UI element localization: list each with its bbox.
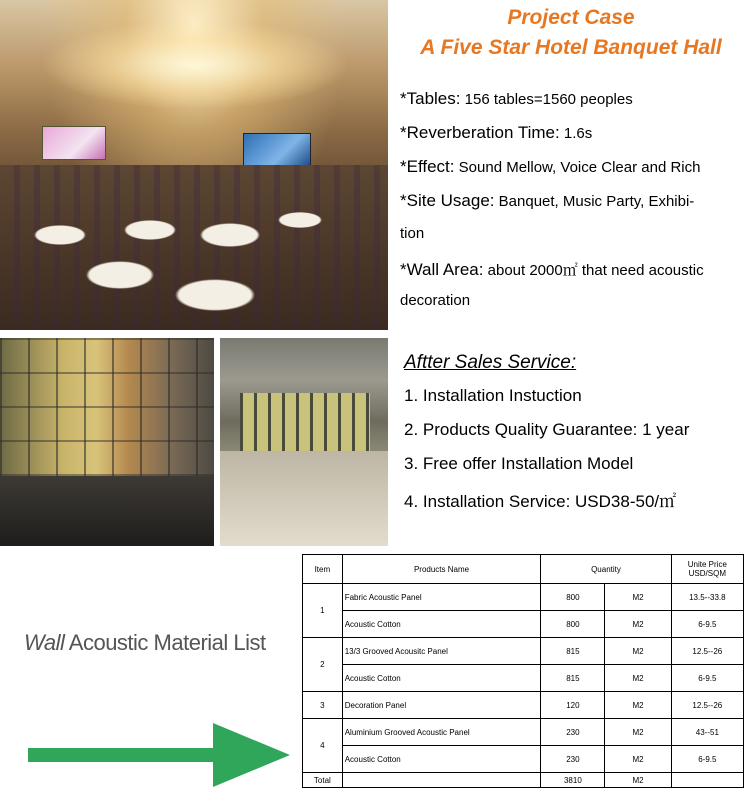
quantity-value: 230 xyxy=(541,746,605,773)
arrow-right-icon xyxy=(28,715,298,795)
detail-wall-area-cont: decoration xyxy=(400,292,471,309)
quantity-value: 230 xyxy=(541,719,605,746)
product-name: Acoustic Cotton xyxy=(342,665,541,692)
unit-price: 12.5--26 xyxy=(671,692,743,719)
detail-effect: *Effect: Sound Mellow, Voice Clear and Rich xyxy=(400,157,701,176)
unit-price: 13.5--33.8 xyxy=(671,584,743,611)
table-row xyxy=(303,719,744,746)
quantity-unit: M2 xyxy=(605,692,671,719)
table-row xyxy=(303,692,744,719)
after-sales-heading: Aftter Sales Service: xyxy=(404,352,577,373)
quantity-unit: M2 xyxy=(605,746,671,773)
project-name-heading: A Five Star Hotel Banquet Hall xyxy=(420,36,722,59)
detail-tables: *Tables: 156 tables=1560 peoples xyxy=(400,89,633,108)
detail-reverberation: *Reverberation Time: 1.6s xyxy=(400,123,593,142)
total-price-empty xyxy=(671,773,743,788)
quantity-value: 815 xyxy=(541,638,605,665)
quantity-unit: M2 xyxy=(605,638,671,665)
table-row xyxy=(303,665,744,692)
header-quantity: Quantity xyxy=(541,555,671,584)
product-name: Decoration Panel xyxy=(342,692,541,719)
product-name: Aluminium Grooved Acoustic Panel xyxy=(342,719,541,746)
item-number: 3 xyxy=(303,692,343,719)
product-name: Acoustic Cotton xyxy=(342,746,541,773)
quantity-unit: M2 xyxy=(605,719,671,746)
service-item: 1. Installation Instuction xyxy=(404,386,582,405)
table-header-row xyxy=(303,555,744,584)
detail-site-usage-cont: tion xyxy=(400,225,425,242)
banquet-hall-photo xyxy=(0,0,388,330)
quantity-value: 800 xyxy=(541,611,605,638)
product-name: Fabric Acoustic Panel xyxy=(342,584,541,611)
quantity-unit: M2 xyxy=(605,611,671,638)
total-unit: M2 xyxy=(605,773,671,788)
total-quantity: 3810 xyxy=(541,773,605,788)
unit-price: 12.5--26 xyxy=(671,638,743,665)
total-label: Total xyxy=(303,773,343,788)
detail-site-usage: *Site Usage: Banquet, Music Party, Exhibi- xyxy=(400,191,695,210)
quantity-value: 120 xyxy=(541,692,605,719)
project-case-heading: Project Case xyxy=(507,6,635,29)
unit-price: 6-9.5 xyxy=(671,665,743,692)
table-row xyxy=(303,746,744,773)
material-list-title: Wall Acoustic Material List xyxy=(24,630,266,655)
service-item: 4. Installation Service: USD38-50/㎡ xyxy=(404,492,677,511)
installation-hall-photo xyxy=(220,338,388,546)
service-item: 3. Free offer Installation Model xyxy=(404,454,634,473)
header-price: Unite Price USD/SQM xyxy=(671,555,743,584)
quantity-unit: M2 xyxy=(605,665,671,692)
table-row xyxy=(303,638,744,665)
table-row xyxy=(303,584,744,611)
material-table xyxy=(302,554,744,788)
product-name: 13/3 Grooved Acousitc Panel xyxy=(342,638,541,665)
header-product: Products Name xyxy=(342,555,541,584)
installation-scaffold-photo xyxy=(0,338,214,546)
product-name: Acoustic Cotton xyxy=(342,611,541,638)
quantity-unit: M2 xyxy=(605,584,671,611)
unit-price: 6-9.5 xyxy=(671,746,743,773)
table-total-row xyxy=(303,773,744,788)
item-number: 2 xyxy=(303,638,343,692)
item-number: 4 xyxy=(303,719,343,773)
total-empty xyxy=(342,773,541,788)
quantity-value: 800 xyxy=(541,584,605,611)
quantity-value: 815 xyxy=(541,665,605,692)
table-row xyxy=(303,611,744,638)
unit-price: 43--51 xyxy=(671,719,743,746)
service-item: 2. Products Quality Guarantee: 1 year xyxy=(404,420,690,439)
item-number: 1 xyxy=(303,584,343,638)
unit-price: 6-9.5 xyxy=(671,611,743,638)
detail-wall-area: *Wall Area: about 2000㎡ that need acoustic xyxy=(400,260,704,279)
header-item: Item xyxy=(303,555,343,584)
